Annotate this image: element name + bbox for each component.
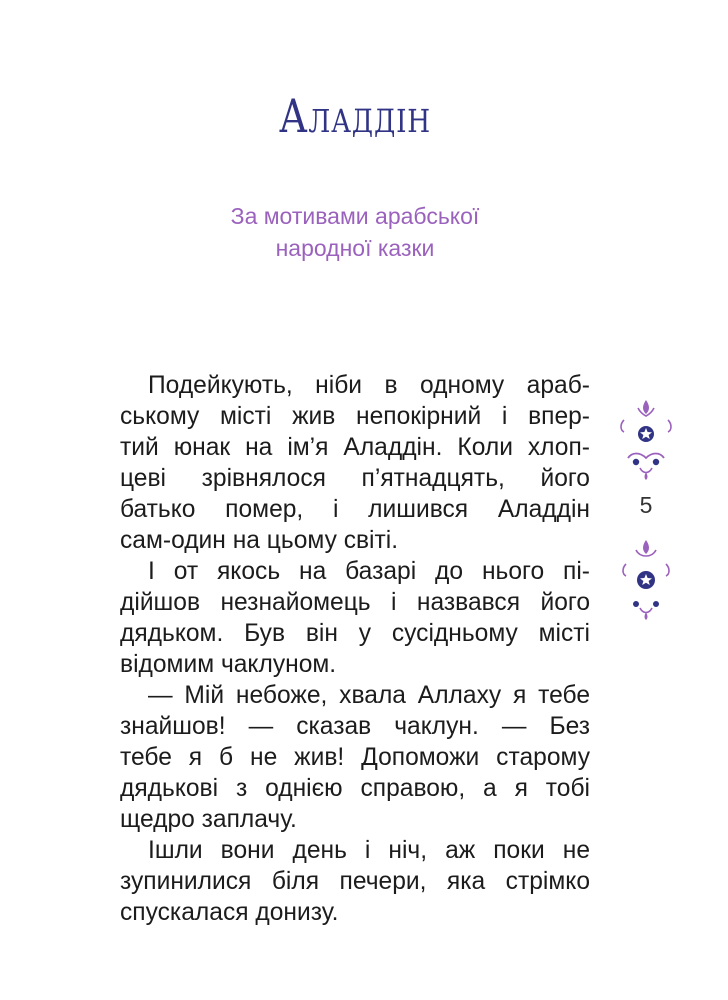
text-line: спускалася донизу. xyxy=(120,899,339,926)
subtitle xyxy=(0,200,710,264)
crescent-moon-ornament-icon xyxy=(618,398,674,482)
text-line: тебе я б не жив! Допоможи старому xyxy=(120,744,590,771)
text-line: — Мій небоже, хвала Аллаху я тебе xyxy=(148,682,590,709)
subtitle-line: За мотивами арабської xyxy=(230,203,480,229)
text-line: батько помер, і лишився Аладдін xyxy=(120,496,590,523)
text-line: ському місті жив непокірний і впер- xyxy=(120,403,590,430)
text-line: Ішли вони день і ніч, аж поки не xyxy=(148,837,590,864)
text-line: зупинилися біля печери, яка стрімко xyxy=(120,868,590,895)
subtitle-line: народної казки xyxy=(275,235,435,261)
text-line: І от якось на базарі до нього пі- xyxy=(148,558,590,585)
text-line: відомим чаклуном. xyxy=(120,651,337,678)
text-line: дядьком. Був він у сусідньому місті xyxy=(120,620,590,647)
text-line: цеві зрівнялося п’ятнадцять, його xyxy=(120,465,590,492)
text-line: дядькові з однією справою, а я тобі xyxy=(120,775,590,802)
page-title: Аладдін xyxy=(278,89,431,143)
text-line: Подейкують, ніби в одному араб- xyxy=(148,372,590,399)
text-line: сам-один на цьому світі. xyxy=(120,527,399,554)
crescent-moon-ornament-icon xyxy=(618,538,674,622)
text-line: тий юнак на ім’я Аладдін. Коли хлоп- xyxy=(120,434,590,461)
story-text xyxy=(120,370,590,928)
text-line: дійшов незнайомець і назвався його xyxy=(120,589,590,616)
text-line: знайшов! — сказав чаклун. — Без xyxy=(120,713,590,740)
page-number: 5 xyxy=(639,492,653,518)
text-line: щедро заплачу. xyxy=(120,806,297,833)
